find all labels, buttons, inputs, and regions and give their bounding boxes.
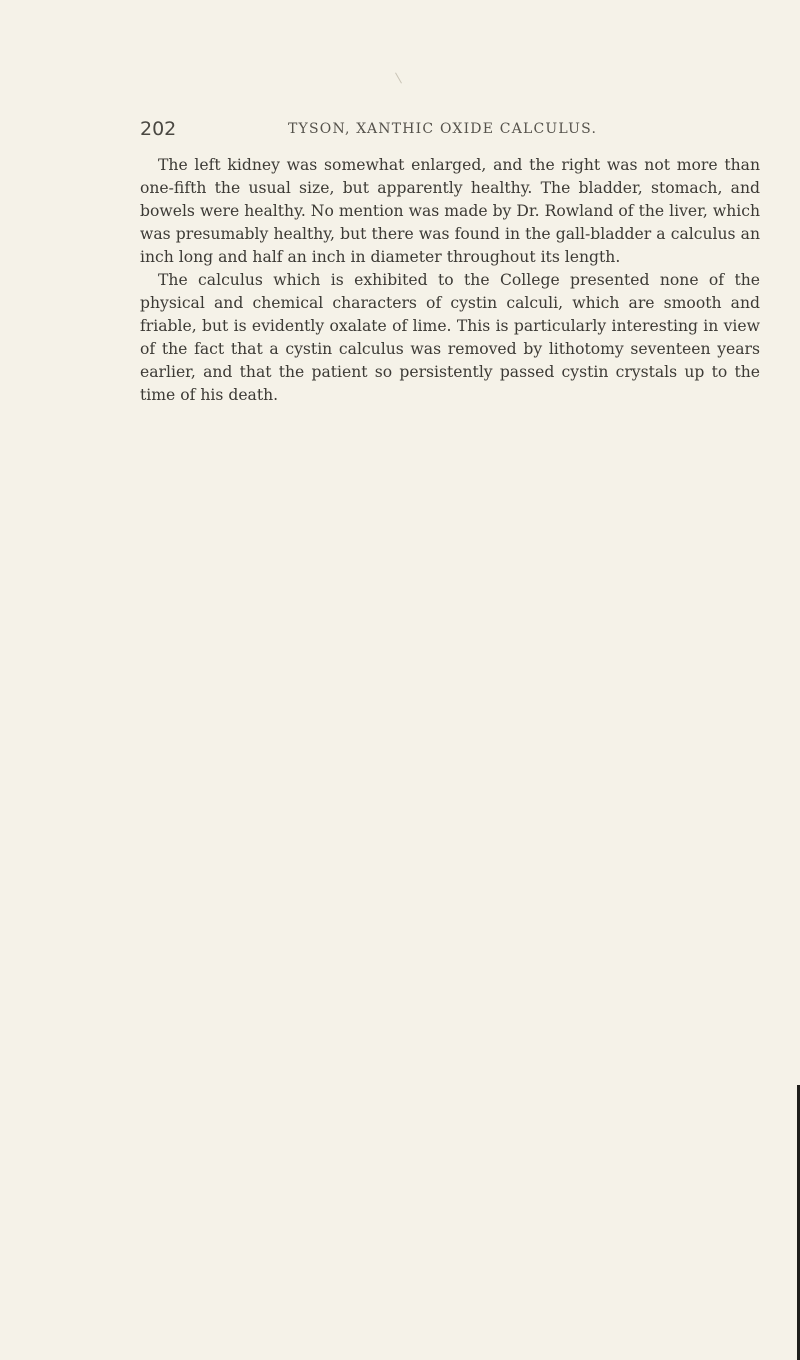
paragraph-1: The left kidney was somewhat enlarged, and the right was not more than one-fifth the usual size, but apparently healthy. The bladder, stomach, and bowels were healthy. No mention was made by Dr. Rowland of the liver, which was presumably healthy, but there was found in the gall-bladder a calculus an inch long and half an inch in diameter throughout its length.	[140, 156, 760, 266]
paragraph-2: The calculus which is exhibited to the College presented none of the physical and chemical characters of cystin calculi, which are smooth and friable, but is evidently oxalate of lime. This is particularly interesting in view of the fact that a cystin calculus was removed by lithotomy seventeen years earlier, and that the patient so persistently passed cystin crystals up to the time of his death.	[140, 271, 760, 404]
running-title: TYSON, XANTHIC OXIDE CALCULUS.	[288, 121, 598, 137]
page-header	[140, 118, 760, 142]
body-text	[140, 154, 760, 407]
paper-mark	[395, 73, 402, 84]
page-number: 202	[140, 118, 177, 140]
